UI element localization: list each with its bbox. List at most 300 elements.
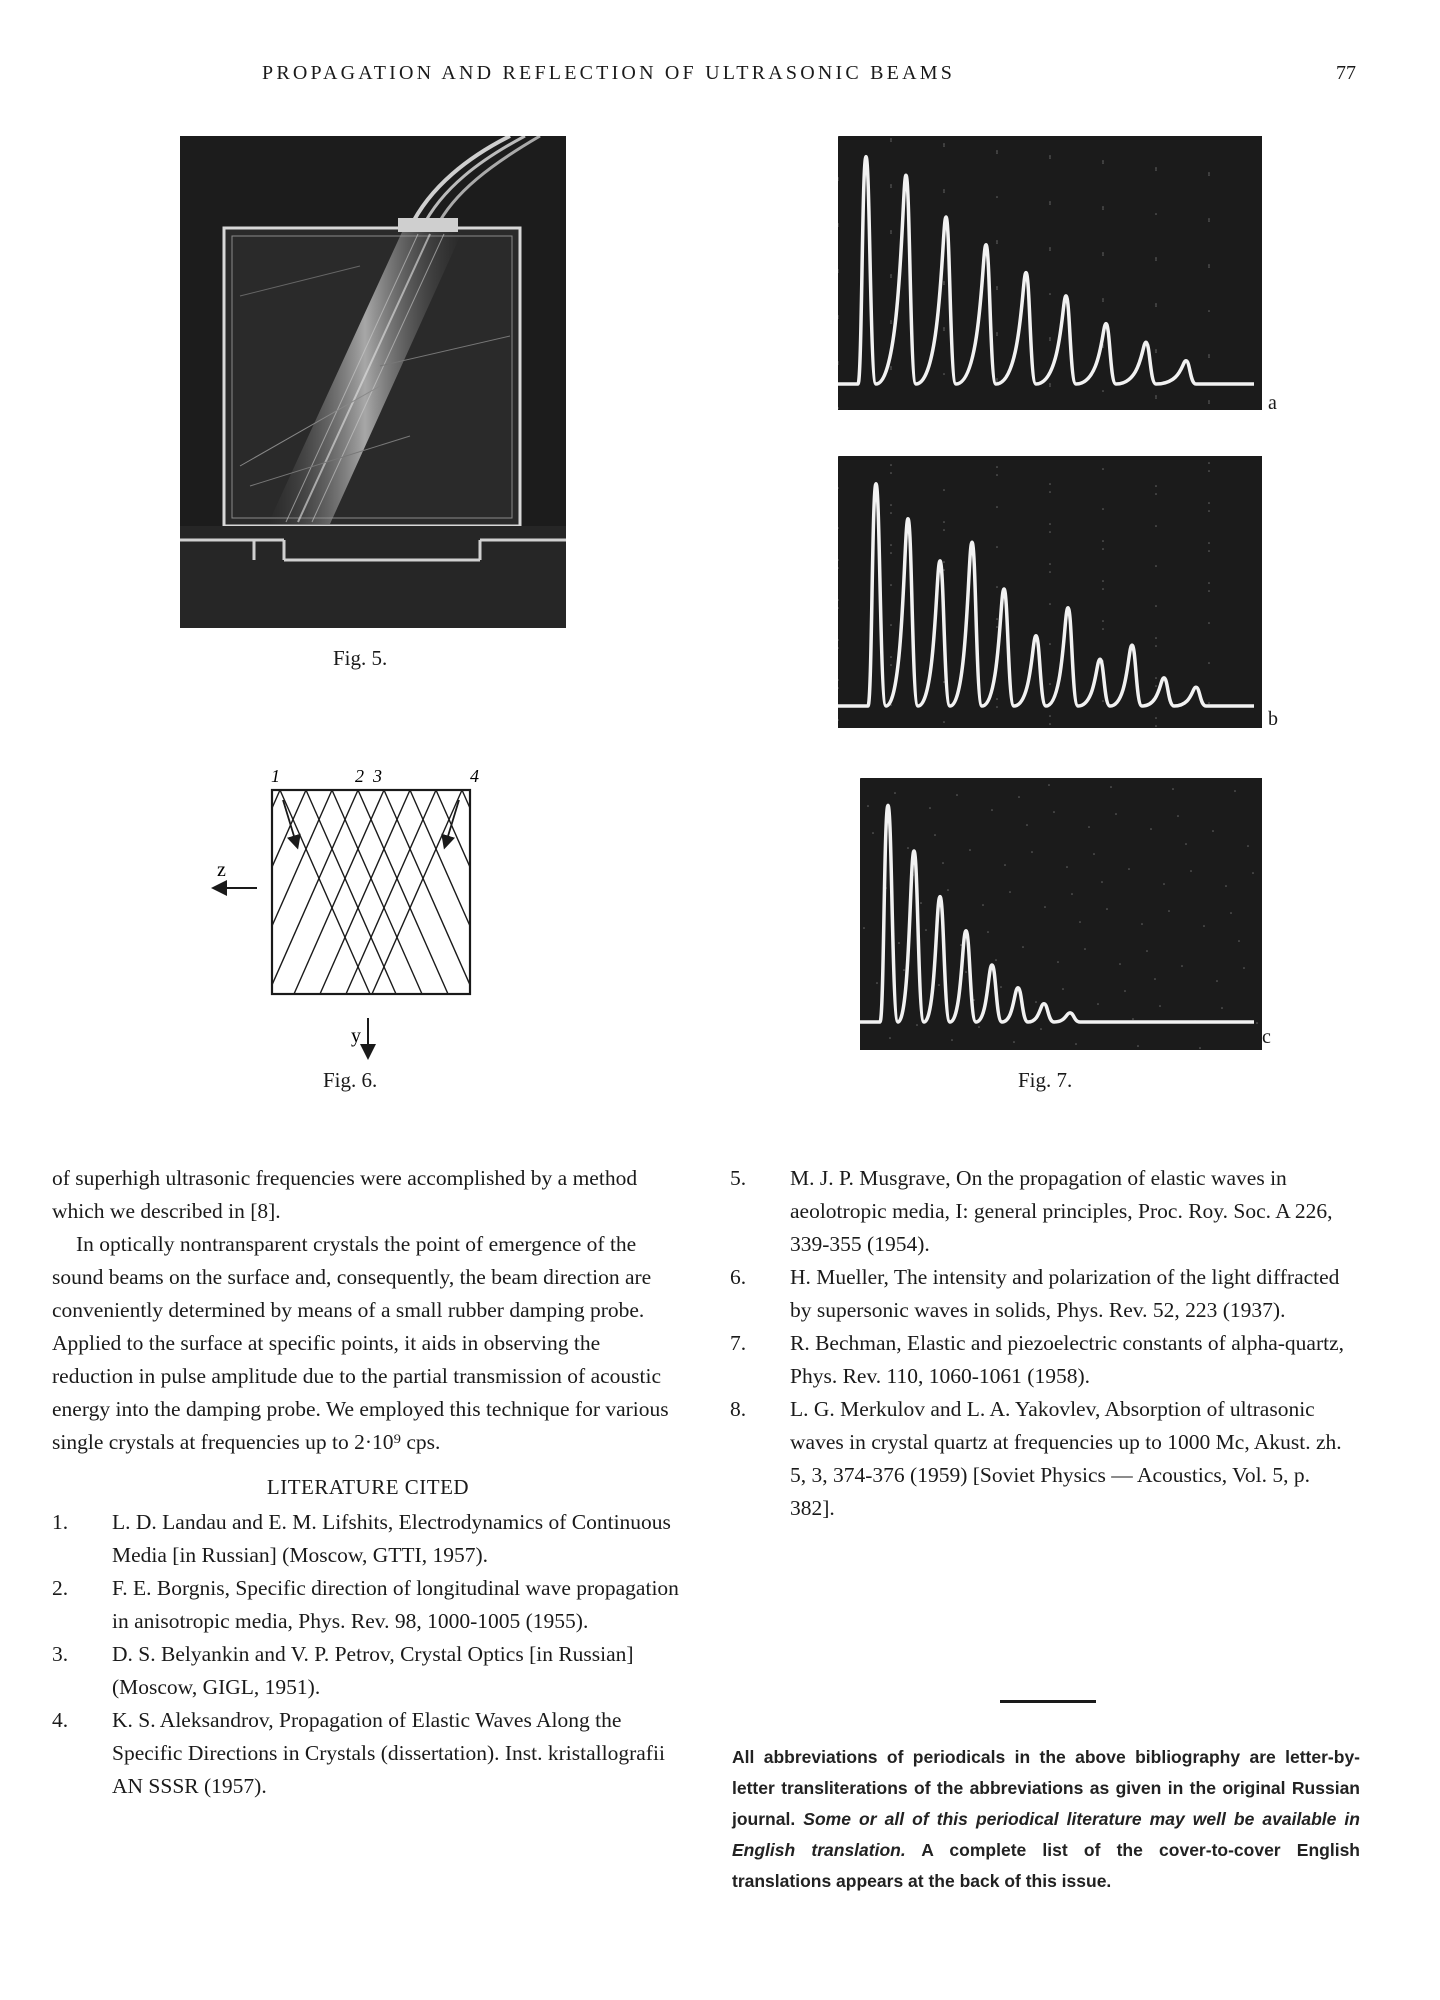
noise-speck [1102,162,1104,164]
noise-speck [838,223,839,225]
noise-speck [1163,883,1165,885]
noise-speck [1208,220,1210,222]
reference-text: L. G. Merkulov and L. A. Yakovlev, Absorption of ultrasonic waves in crystal quartz at frequencies up to 1000 Mc, Akust. zh. 5, 3, 374-376 (1959) [Soviet Physics — Acoustics, Vol. 5, p. 382]. [790,1397,1342,1520]
right-column [730,1162,1360,1525]
noise-speck [890,184,892,186]
reference-item-1 [52,1506,684,1572]
fig6-ray-diagram [205,760,495,1060]
noise-speck [890,276,892,278]
noise-speck [890,322,892,324]
noise-speck [1102,588,1104,590]
noise-speck [1132,1018,1134,1020]
noise-speck [996,706,998,708]
noise-speck [1168,910,1170,912]
noise-speck [838,719,839,721]
noise-speck [1128,868,1130,870]
noise-speck [838,559,839,561]
noise-speck [1049,491,1051,493]
noise-speck [1049,643,1051,645]
noise-speck [838,679,839,681]
ray-line [346,790,436,994]
noise-speck [943,327,945,329]
reference-item-4 [52,1704,684,1803]
reference-number: 3. [52,1642,69,1666]
noise-speck [890,274,892,276]
noise-speck [943,145,945,147]
note-separator-rule [1000,1700,1096,1703]
reference-number: 6. [730,1265,747,1289]
noise-speck [996,332,998,334]
reference-item-6 [730,1261,1360,1327]
reference-number: 5. [730,1166,747,1190]
noise-speck [1124,990,1126,992]
noise-speck [1208,174,1210,176]
noise-speck [996,196,998,198]
noise-speck [1208,702,1210,704]
noise-speck [1177,815,1179,817]
left-column [52,1162,684,1803]
ray-line [358,790,448,994]
noise-speck [860,778,861,779]
noise-speck [1009,891,1011,893]
noise-speck [987,931,989,933]
noise-speck [1208,266,1210,268]
noise-speck [996,150,998,152]
noise-speck [1208,218,1210,220]
noise-speck [1049,385,1051,387]
note-part-1: All abbreviations of periodicals in the above bibliography are letter-by-letter transliterations of the abbreviations as given in the original Russian journal. [732,1747,1360,1829]
ray-line [272,790,332,926]
noise-speck [1026,824,1028,826]
noise-speck [1155,677,1157,679]
noise-speck [1155,645,1157,647]
ray-line [272,790,280,808]
noise-speck [991,809,993,811]
reference-number: 7. [730,1331,747,1355]
noise-speck [1155,525,1157,527]
reference-text: R. Bechman, Elastic and piezoelectric constants of alpha-quartz, Phys. Rev. 110, 1060-1061 (1958). [790,1331,1345,1388]
noise-speck [890,140,892,142]
noise-speck [1093,853,1095,855]
ray-line [436,790,470,867]
noise-speck [1079,921,1081,923]
noise-speck [838,225,839,227]
noise-speck [1102,468,1104,470]
noise-speck [1181,965,1183,967]
noise-speck [934,834,936,836]
noise-speck [1040,1028,1042,1030]
noise-speck [890,624,892,626]
noise-speck [1110,786,1112,788]
noise-speck [867,805,869,807]
ray-line [294,790,384,994]
reference-number: 8. [730,1397,747,1421]
noise-speck [1155,351,1157,353]
noise-speck [943,521,945,523]
noise-speck [1088,826,1090,828]
noise-speck [1102,390,1104,392]
noise-speck [838,599,839,601]
noise-speck [1049,339,1051,341]
noise-speck [996,286,998,288]
noise-speck [1084,948,1086,950]
noise-speck [890,544,892,546]
noise-speck [890,186,892,188]
noise-speck [1155,605,1157,607]
noise-speck [956,794,958,796]
noise-speck [1208,462,1210,464]
noise-speck [1013,1041,1015,1043]
noise-speck [1137,1045,1139,1047]
noise-speck [943,373,945,375]
noise-speck [943,681,945,683]
noise-speck [890,472,892,474]
fig7-panel-label-a: a [1268,392,1277,414]
noise-speck [1155,395,1157,397]
noise-speck [1247,845,1249,847]
pulse-trace [838,157,1254,384]
noise-speck [1102,206,1104,208]
fig7c-oscillogram [860,778,1262,1050]
noise-speck [1035,1001,1037,1003]
noise-speck [1102,628,1104,630]
noise-speck [951,1039,953,1041]
reference-text: F. E. Borgnis, Specific direction of longitudinal wave propagation in anisotropic media, Phys. Rev. 98, 1000-1005 (1955). [112,1576,679,1633]
noise-speck [890,320,892,322]
noise-speck [1049,337,1051,339]
noise-speck [1102,548,1104,550]
noise-speck [996,240,998,242]
noise-speck [1234,790,1236,792]
noise-speck [1097,1003,1099,1005]
reference-text: K. S. Aleksandrov, Propagation of Elastic Waves Along the Specific Directions in Crystals (dissertation). Inst. kristallografii AN SSSR (1957). [112,1708,665,1798]
noise-speck [1075,1043,1077,1045]
pulse-trace [838,484,1254,706]
noise-speck [890,464,892,466]
beam-label-4: 4 [470,766,479,786]
fig7b-oscillogram [838,456,1262,728]
noise-speck [996,152,998,154]
noise-speck [1208,402,1210,404]
ray-line [272,790,306,867]
noise-speck [982,904,984,906]
noise-speck [1049,483,1051,485]
noise-speck [890,232,892,234]
noise-speck [1102,540,1104,542]
fig5-caption: Fig. 5. [333,646,388,670]
noise-speck [943,281,945,283]
noise-speck [1031,851,1033,853]
noise-speck [1062,988,1064,990]
noise-speck [1185,843,1187,845]
noise-speck [890,584,892,586]
noise-speck [1049,293,1051,295]
noise-speck [969,849,971,851]
noise-speck [1208,502,1210,504]
noise-speck [1049,203,1051,205]
noise-speck [890,366,892,368]
reference-number: 4. [52,1708,69,1732]
noise-speck [1102,208,1104,210]
fig6-caption: Fig. 6. [323,1068,378,1092]
noise-speck [838,315,839,317]
noise-speck [1049,603,1051,605]
ray-line [372,790,462,994]
noise-speck [1102,508,1104,510]
noise-speck [1049,571,1051,573]
noise-speck [1106,908,1108,910]
noise-speck [890,664,892,666]
beam-label-1: 1 [271,766,280,786]
noise-speck [1155,167,1157,169]
fig6-diagram [205,760,495,1060]
fig6-ray-lines [272,790,470,994]
noise-speck [929,807,931,809]
noise-speck [1225,885,1227,887]
noise-speck [1252,872,1254,874]
noise-speck [1049,249,1051,251]
noise-speck [1172,788,1174,790]
fig7b-trace [838,456,1262,728]
ray-line [272,790,358,985]
ray-line [410,790,470,926]
noise-speck [1048,784,1050,786]
noise-speck [1155,349,1157,351]
noise-speck [960,944,962,946]
reference-item-2 [52,1572,684,1638]
reference-number: 2. [52,1576,69,1600]
noise-speck [838,527,839,529]
noise-speck [1049,715,1051,717]
reference-item-7 [730,1327,1360,1393]
noise-speck [1155,303,1157,305]
noise-speck [996,380,998,382]
noise-speck [1102,620,1104,622]
beam-label-2: 2 [355,766,364,786]
noise-speck [1018,796,1020,798]
noise-speck [838,317,839,319]
noise-speck [943,189,945,191]
noise-speck [1221,1007,1223,1009]
noise-speck [838,607,839,609]
beam-label-3: 3 [373,766,382,786]
noise-speck [1049,723,1051,725]
fig7a-oscillogram [838,136,1262,410]
noise-speck [925,929,927,931]
body-paragraph-1: of superhigh ultrasonic frequencies were accomplished by a method which we described in [8]. [52,1166,638,1223]
noise-speck [1208,356,1210,358]
noise-speck [838,363,839,365]
noise-speck [1102,300,1104,302]
reference-item-3 [52,1638,684,1704]
noise-speck [1256,1022,1258,1024]
noise-speck [1208,400,1210,402]
noise-speck [1155,493,1157,495]
noise-speck [1049,383,1051,385]
noise-speck [890,368,892,370]
noise-speck [996,288,998,290]
noise-speck [1212,830,1214,832]
noise-speck [1155,213,1157,215]
noise-speck [1141,923,1143,925]
noise-speck [898,942,900,944]
noise-speck [1155,257,1157,259]
noise-speck [1208,510,1210,512]
noise-speck [1208,582,1210,584]
noise-speck [1155,637,1157,639]
literature-cited-heading: LITERATURE CITED [266,1475,470,1499]
noise-speck [890,504,892,506]
noise-speck [943,191,945,193]
noise-speck [1022,946,1024,948]
noise-speck [996,698,998,700]
noise-speck [1049,563,1051,565]
noise-speck [838,456,839,457]
z-axis-label: z [217,859,226,881]
noise-speck [1155,169,1157,171]
running-title: PROPAGATION AND REFLECTION OF ULTRASONIC BEAMS [262,62,956,84]
note-part-3: A complete list of the cover-to-cover English translations appears at the back of this issue. [732,1840,1360,1891]
reference-text: D. S. Belyankin and V. P. Petrov, Crystal Optics [in Russian] (Moscow, GIGL, 1951). [112,1642,634,1699]
noise-speck [1049,155,1051,157]
noise-speck [943,329,945,331]
noise-speck [1208,172,1210,174]
noise-speck [943,561,945,563]
noise-speck [872,832,874,834]
noise-speck [838,271,839,273]
ray-line [332,790,422,994]
noise-speck [1102,580,1104,582]
noise-speck [943,283,945,285]
noise-speck [1154,978,1156,980]
noise-speck [838,136,839,137]
noise-speck [1102,298,1104,300]
noise-speck [1190,870,1192,872]
noise-speck [996,466,998,468]
noise-speck [1146,950,1148,952]
fig7a-trace [838,136,1262,410]
noise-speck [1230,912,1232,914]
noise-speck [920,902,922,904]
fig7-panel-label-c: c [1262,1026,1271,1048]
noise-speck [1101,881,1103,883]
reference-item-5 [730,1162,1360,1261]
noise-speck [1119,963,1121,965]
fig5-photo [180,136,566,628]
noise-speck [1216,980,1218,982]
noise-speck [943,489,945,491]
noise-speck [1155,717,1157,719]
noise-speck [947,889,949,891]
noise-speck [996,626,998,628]
noise-speck [943,529,945,531]
noise-speck [943,721,945,723]
noise-speck [1208,264,1210,266]
noise-speck [1155,305,1157,307]
noise-speck [1208,542,1210,544]
noise-speck [1066,866,1068,868]
noise-speck [907,847,909,849]
page-number: 77 [1336,62,1356,84]
noise-speck [1071,893,1073,895]
noise-speck [838,361,839,363]
noise-speck [890,656,892,658]
noise-speck [1102,160,1104,162]
noise-speck [916,1024,918,1026]
note-part-2: Some or all of this periodical literature may well be available in English translation. [732,1809,1360,1860]
noise-speck [1208,622,1210,624]
noise-speck [838,269,839,271]
ray-line [280,790,370,994]
noise-speck [838,567,839,569]
noise-speck [1208,550,1210,552]
noise-speck [838,179,839,181]
noise-speck [1000,986,1002,988]
noise-speck [996,546,998,548]
noise-speck [1155,485,1157,487]
noise-speck [838,487,839,489]
noise-speck [1208,354,1210,356]
noise-speck [1155,725,1157,727]
noise-speck [1203,925,1205,927]
pulse-trace [860,805,1254,1022]
noise-speck [996,474,998,476]
noise-speck [1115,813,1117,815]
noise-speck [996,242,998,244]
noise-speck [996,586,998,588]
noise-speck [1208,590,1210,592]
noise-speck [876,982,878,984]
noise-speck [903,969,905,971]
abbreviations-note [732,1742,1360,1897]
noise-speck [890,512,892,514]
noise-speck [894,792,896,794]
noise-speck [838,647,839,649]
noise-speck [1155,685,1157,687]
fig7-caption: Fig. 7. [1018,1068,1073,1092]
noise-speck [890,138,892,140]
noise-speck [1053,811,1055,813]
noise-speck [1044,906,1046,908]
ray-line [306,790,396,994]
body-paragraph-2: In optically nontransparent crystals the point of emergence of the sound beams on the surface and, consequently, the beam direction are conveniently determined by means of a small rubber damping probe. Applied to the surface at specific points, it aids in observing the reduction in pulse amplitude due to the partial transmission of acoustic energy into the damping probe. We employed this technique for various single crystals at frequencies up to 2·10⁹ cps. [52,1232,669,1454]
noise-speck [1049,247,1051,249]
noise-speck [1057,961,1059,963]
noise-speck [863,927,865,929]
noise-speck [1102,254,1104,256]
noise-speck [1155,565,1157,567]
ray-line [320,790,410,994]
noise-speck [1004,864,1006,866]
reference-text: M. J. P. Musgrave, On the propagation of elastic waves in aeolotropic media, I: general principles, Proc. Roy. Soc. A 226, 339-355 (1954). [790,1166,1333,1256]
running-header [0,62,1440,92]
noise-speck [938,984,940,986]
noise-speck [942,862,944,864]
reference-text: L. D. Landau and E. M. Lifshits, Electrodynamics of Continuous Media [in Russian] (Moscow, GTTI, 1957). [112,1510,671,1567]
ray-line [462,790,470,808]
noise-speck [1049,531,1051,533]
noise-speck [943,569,945,571]
y-axis-label: y [351,1025,361,1047]
noise-speck [1049,523,1051,525]
fig5-photo-drawing [180,136,566,628]
noise-speck [890,230,892,232]
noise-speck [1243,967,1245,969]
noise-speck [943,143,945,145]
reference-number: 1. [52,1510,69,1534]
noise-speck [838,687,839,689]
noise-speck [1208,310,1210,312]
